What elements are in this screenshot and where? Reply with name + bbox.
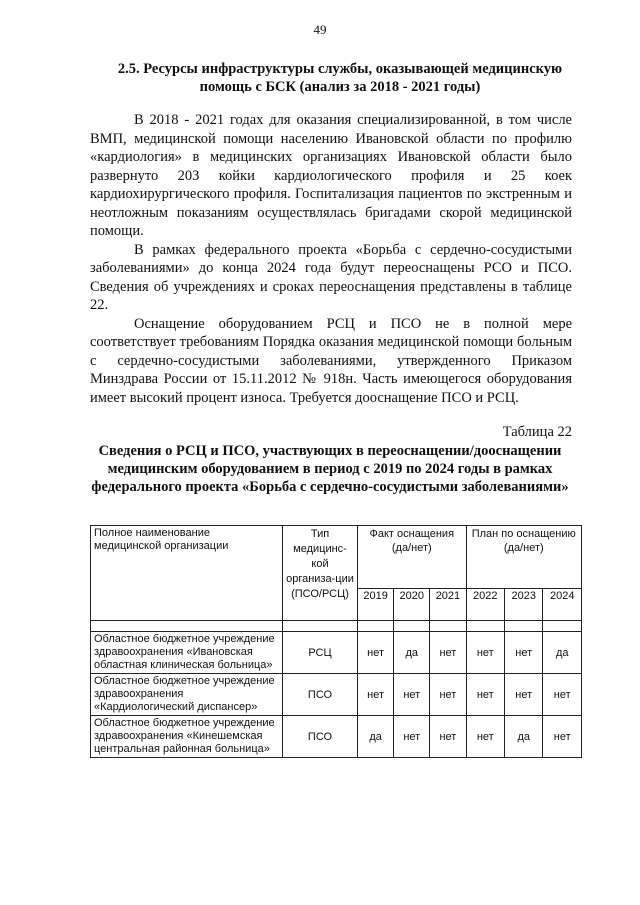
section-title: 2.5. Ресурсы инфраструктуры службы, оказывающей медицинскую помощь с БСК (анализ за 2018 - 2021 годы) — [117, 61, 563, 95]
paragraph: Оснащение оборудованием РСЦ и ПСО не в полной мере соответствует требованиям Порядка оказания медицинской помощи больным с сердечно-сосудистыми заболеваниями, утвержденного Приказом Минздрава России от 15.11.2012 № 918н. Часть имеющегося оборудования имеет высокий процент износа. Требуется дооснащение ПСО и РСЦ. — [90, 315, 572, 406]
value-cell: нет — [394, 716, 430, 758]
table-header-row — [91, 526, 582, 589]
header-type: Тип медицинс-кой организа-ции (ПСО/РСЦ) — [283, 526, 358, 621]
value-cell: нет — [394, 674, 430, 716]
table-row — [91, 674, 582, 716]
value-cell: нет — [466, 674, 504, 716]
paragraph: В 2018 - 2021 годах для оказания специализированной, в том числе ВМП, медицинской помощи населению Ивановской области по профилю «кардиология» в медицинских организациях Ивановской области было развернуто 203 койки кардиологического профиля и 25 коек кардиохирургического профиля. Госпитализация пациентов по экстренным и неотложным показаниям осуществлялась бригадами скорой медицинской помощи. — [90, 112, 572, 239]
org-type-cell: ПСО — [283, 716, 358, 758]
header-year: 2020 — [394, 588, 430, 620]
value-cell: да — [358, 716, 394, 758]
page-number: 49 — [313, 22, 327, 37]
header-plan: План по оснащению (да/нет) — [466, 526, 581, 589]
org-type-cell: РСЦ — [283, 632, 358, 674]
empty-cell — [358, 621, 394, 632]
header-year: 2023 — [504, 588, 542, 620]
empty-cell — [504, 621, 542, 632]
table-spacer-row — [91, 621, 582, 632]
paragraph: В рамках федерального проекта «Борьба с сердечно-сосудистыми заболеваниями» до конца 2024 года будут переоснащены РСО и ПСО. Сведения об учреждениях и сроках переоснащения представлены в таблице 22. — [90, 241, 572, 313]
org-name-cell: Областное бюджетное учреждение здравоохранения «Кинешемская центральная районная больница» — [91, 716, 283, 758]
org-name-cell: Областное бюджетное учреждение здравоохранения «Ивановская областная клиническая больница» — [91, 632, 283, 674]
equipment-table — [90, 525, 582, 758]
header-fact: Факт оснащения (да/нет) — [358, 526, 467, 589]
empty-cell — [394, 621, 430, 632]
table-row — [91, 716, 582, 758]
value-cell: нет — [430, 716, 466, 758]
value-cell: нет — [358, 674, 394, 716]
header-year: 2021 — [430, 588, 466, 620]
value-cell: да — [543, 632, 582, 674]
value-cell: нет — [543, 716, 582, 758]
header-year: 2024 — [543, 588, 582, 620]
value-cell: нет — [430, 674, 466, 716]
value-cell: нет — [358, 632, 394, 674]
org-name-cell: Областное бюджетное учреждение здравоохранения «Кардиологический диспансер» — [91, 674, 283, 716]
empty-cell — [91, 621, 283, 632]
value-cell: да — [504, 716, 542, 758]
org-type-cell: ПСО — [283, 674, 358, 716]
table-row — [91, 632, 582, 674]
value-cell: да — [394, 632, 430, 674]
empty-cell — [283, 621, 358, 632]
value-cell: нет — [430, 632, 466, 674]
header-year: 2022 — [466, 588, 504, 620]
table-title: Сведения о РСЦ и ПСО, участвующих в переоснащении/дооснащении медицинским оборудованием в период с 2019 по 2024 годы в рамках федерального проекта «Борьба с сердечно-сосудистыми заболеваниями» — [91, 443, 569, 495]
value-cell: нет — [466, 716, 504, 758]
body-text — [90, 111, 572, 407]
value-cell: нет — [504, 674, 542, 716]
value-cell: нет — [543, 674, 582, 716]
empty-cell — [430, 621, 466, 632]
empty-cell — [543, 621, 582, 632]
table-label: Таблица 22 — [502, 424, 572, 440]
empty-cell — [466, 621, 504, 632]
value-cell: нет — [504, 632, 542, 674]
header-year: 2019 — [358, 588, 394, 620]
header-org: Полное наименование медицинской организации — [91, 526, 283, 621]
value-cell: нет — [466, 632, 504, 674]
